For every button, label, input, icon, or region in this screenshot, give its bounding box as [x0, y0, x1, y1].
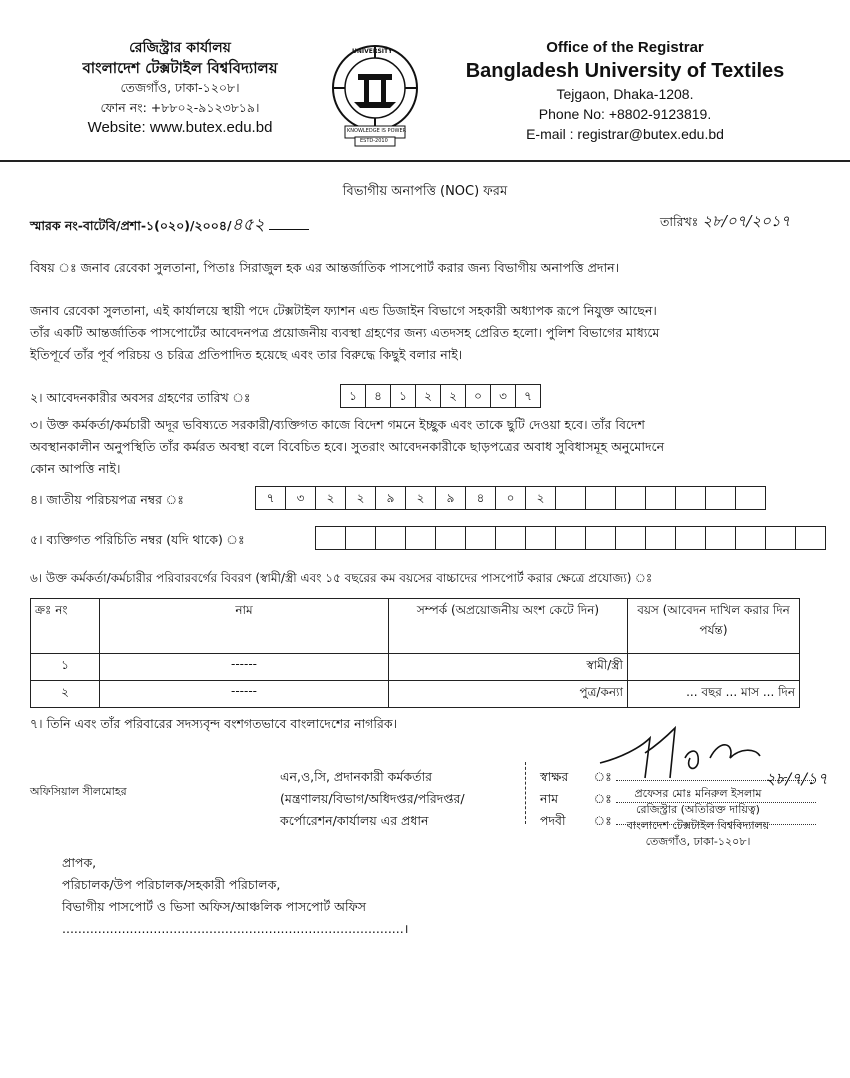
recipient-line: বিভাগীয় পাসপোর্ট ও ভিসা অফিস/আঞ্চলিক পাসপোর্ট অফিস	[62, 899, 366, 914]
digit-box	[556, 526, 586, 550]
digit-box: ১	[340, 384, 366, 408]
digit-box	[556, 486, 586, 510]
digit-box	[586, 526, 616, 550]
digit-box: ৯	[376, 486, 406, 510]
sign-label: স্বাক্ষর	[540, 769, 569, 784]
seal-year: ESTD-2010	[360, 138, 388, 144]
designation-label: পদবী	[540, 813, 566, 828]
recipient-block	[62, 852, 408, 940]
nid-label: ৪। জাতীয় পরিচয়পত্র নম্বর ঃ	[30, 492, 184, 507]
stamp-address: তেজগাঁও, ঢাকা-১২০৮।	[645, 835, 751, 848]
table-row	[31, 654, 800, 681]
digit-box	[436, 526, 466, 550]
row-name: ------	[100, 654, 389, 681]
row-relation: পুত্র/কন্যা	[389, 681, 628, 708]
digit-box: ২	[526, 486, 556, 510]
recipient-line: ......................................................................................।	[62, 921, 409, 936]
signature-fields: স্বাক্ষর ঃ নাম ঃ পদবী ঃ	[540, 766, 816, 832]
memo-underline	[269, 229, 309, 230]
row-age: ... বছর ... মাস ... দিন	[628, 681, 800, 708]
digit-box	[646, 526, 676, 550]
digit-box	[315, 526, 346, 550]
digit-box	[346, 526, 376, 550]
header-bangla	[60, 38, 300, 138]
digit-box	[406, 526, 436, 550]
stamp-name: প্রফেসর মোঃ মনিরুল ইসলাম	[634, 787, 762, 800]
en-university: Bangladesh University of Textiles	[465, 60, 785, 82]
digit-box	[586, 486, 616, 510]
digit-box	[646, 486, 676, 510]
row-relation: স্বামী/স্ত্রী	[389, 654, 628, 681]
stamp-org: বাংলাদেশ টেক্সটাইল বিশ্ববিদ্যালয়	[626, 819, 770, 832]
item3-line: কোন আপত্তি নাই।	[30, 461, 121, 476]
authority-line: (মন্ত্রণালয়/বিভাগ/অধিদপ্তর/পরিদপ্তর/	[280, 791, 465, 806]
university-logo	[330, 38, 420, 148]
item3-line: ৩। উক্ত কর্মকর্তা/কর্মচারী অদূর ভবিষ্যতে সরকারী/ব্যক্তিগত কাজে বিদেশ গমনে ইচ্ছুক এবং তাকে ছুটি দেওয়া হবে। তাঁর বিদেশ	[30, 417, 645, 432]
digit-box: ৩	[286, 486, 316, 510]
digit-box	[616, 526, 646, 550]
signature-date: ২৮/৭/১৭	[765, 769, 828, 788]
family-details-label: ৬। উক্ত কর্মকর্তা/কর্মচারীর পরিবারবর্গের বিবরণ (স্বামী/স্ত্রী এবং ১৫ বছরের কম বয়সের বাচ্চাদের পাসপোর্ট করার ক্ষেত্রে প্রযোজ্য) ঃ	[30, 571, 653, 585]
bn-address: তেজগাঁও, ঢাকা-১২০৮।	[120, 80, 240, 95]
row-age	[628, 654, 800, 681]
date-line	[660, 210, 790, 235]
digit-box: ৭	[516, 384, 541, 408]
digit-box	[796, 526, 826, 550]
digit-box: ১	[391, 384, 416, 408]
digit-box	[466, 526, 496, 550]
bn-phone: ফোন নং: +৮৮০২-৯১২৩৮১৯।	[100, 100, 260, 115]
bn-university: বাংলাদেশ টেক্সটাইল বিশ্ববিদ্যালয়	[82, 59, 278, 77]
seal-text-top: UNIVERSITY	[352, 48, 393, 55]
bn-office: রেজিস্ট্রার কার্যালয়	[129, 40, 231, 56]
header-divider	[0, 160, 850, 162]
registrar-stamp	[598, 786, 798, 850]
digit-box: ৪	[366, 384, 391, 408]
digit-box: ৩	[491, 384, 516, 408]
authority-line: কর্পোরেশন/কার্যালয় এর প্রধান	[280, 813, 429, 828]
family-table	[30, 598, 800, 708]
retirement-date-boxes	[340, 384, 541, 408]
body-paragraph	[30, 300, 830, 366]
official-seal-label: অফিসিয়াল সীলমোহর	[30, 785, 127, 798]
nid-boxes	[255, 486, 766, 510]
en-office: Office of the Registrar	[546, 39, 704, 56]
digit-box: ০	[466, 384, 491, 408]
digit-box: ৯	[436, 486, 466, 510]
digit-box	[736, 486, 766, 510]
digit-box	[676, 526, 706, 550]
seal-text-bottom: KNOWLEDGE IS POWER	[347, 128, 407, 134]
digit-box: ২	[406, 486, 436, 510]
en-phone: Phone No: +8802-9123819.	[538, 106, 712, 122]
body-line: ইতিপূর্বে তাঁর পূর্ব পরিচয় ও চরিত্র প্রতিপাদিত হয়েছে এবং তার বিরুদ্ধে কিছুই বলার নাই।	[30, 347, 463, 362]
row-sl: ২	[31, 681, 100, 708]
digit-box	[706, 526, 736, 550]
personal-id-label: ৫। ব্যক্তিগত পরিচিতি নম্বর (যদি থাকে) ঃ	[30, 532, 245, 547]
subject: বিষয় ঃ জনাব রেবেকা সুলতানা, পিতাঃ সিরাজুল হক এর আন্তর্জাতিক পাসপোর্ট করার জন্য বিভাগীয় অনাপত্তি প্রদান।	[30, 260, 620, 275]
table-row	[31, 681, 800, 708]
digit-box	[766, 526, 796, 550]
digit-box: ৪	[466, 486, 496, 510]
body-line: জনাব রেবেকা সুলতানা, এই কার্যালয়ে স্থায়ী পদে টেক্সটাইল ফ্যাশন এন্ড ডিজাইন বিভাগে সহকারী অধ্যাপক রূপে নিযুক্ত আছেন।	[30, 303, 657, 318]
authority-block	[280, 766, 465, 832]
memo-line	[30, 212, 309, 240]
stamp-title: রেজিস্ট্রার (অতিরিক্ত দায়িত্ব)	[636, 803, 760, 816]
digit-box: ২	[346, 486, 376, 510]
form-title: বিভাগীয় অনাপত্তি (NOC) ফরম	[342, 184, 508, 199]
digit-box: ২	[441, 384, 466, 408]
row-name: ------	[100, 681, 389, 708]
en-email: E-mail : registrar@butex.edu.bd	[526, 126, 724, 142]
digit-box	[736, 526, 766, 550]
digit-box	[376, 526, 406, 550]
table-header: ক্রঃ নং	[31, 599, 100, 654]
digit-box	[526, 526, 556, 550]
personal-id-boxes	[315, 526, 826, 550]
digit-box: ৭	[255, 486, 286, 510]
item3-paragraph	[30, 414, 830, 480]
memo-label: স্মারক নং-বাটেবি/প্রশা-১(০২০)/২০০৪/	[30, 218, 232, 233]
date-value: ২৮/০৭/২০১৭	[702, 212, 791, 230]
digit-box: ০	[496, 486, 526, 510]
handwritten-signature	[590, 718, 770, 788]
digit-box: ২	[416, 384, 441, 408]
signature-divider	[525, 762, 527, 824]
row-sl: ১	[31, 654, 100, 681]
citizenship-statement: ৭। তিনি এবং তাঁর পরিবারের সদস্যবৃন্দ বংশগতভাবে বাংলাদেশের নাগরিক।	[30, 716, 398, 731]
date-label: তারিখঃ	[660, 214, 699, 229]
table-header: সম্পর্ক (অপ্রয়োজনীয় অংশ কেটে দিন)	[389, 599, 628, 654]
digit-box	[676, 486, 706, 510]
website: Website: www.butex.edu.bd	[87, 119, 273, 136]
digit-box: ২	[316, 486, 346, 510]
table-header: নাম	[100, 599, 389, 654]
digit-box	[616, 486, 646, 510]
digit-box	[706, 486, 736, 510]
memo-handwritten: ৪৫২	[231, 215, 265, 235]
header-english	[440, 38, 810, 144]
recipient-line: পরিচালক/উপ পরিচালক/সহকারী পরিচালক,	[62, 877, 281, 892]
table-header: বয়স (আবেদন দাখিল করার দিন পর্যন্ত)	[628, 599, 800, 654]
recipient-label: প্রাপক,	[62, 855, 97, 870]
name-label: নাম	[540, 791, 559, 806]
authority-line: এন,ও,সি, প্রদানকারী কর্মকর্তার	[280, 769, 432, 784]
body-line: তাঁর একটি আন্তর্জাতিক পাসপোর্টের আবেদনপত্র প্রয়োজনীয় ব্যবস্থা গ্রহণের জন্য এতদসহ প্রেরিত হলো। পুলিশ বিভাগের মাধ্যমে	[30, 325, 660, 340]
digit-box	[496, 526, 526, 550]
item3-line: অবস্থানকালীন অনুপস্থিতি তাঁর কর্মরত অবস্থা বলে বিবেচিত হবে। সুতরাং আবেদনকারীকে ছাড়পত্রের অবাধ সুবিধাসমূহ অনুমোদনে	[30, 439, 665, 454]
retirement-date-label: ২। আবেদনকারীর অবসর গ্রহণের তারিখ ঃ	[30, 390, 251, 405]
en-address: Tejgaon, Dhaka-1208.	[556, 86, 694, 102]
